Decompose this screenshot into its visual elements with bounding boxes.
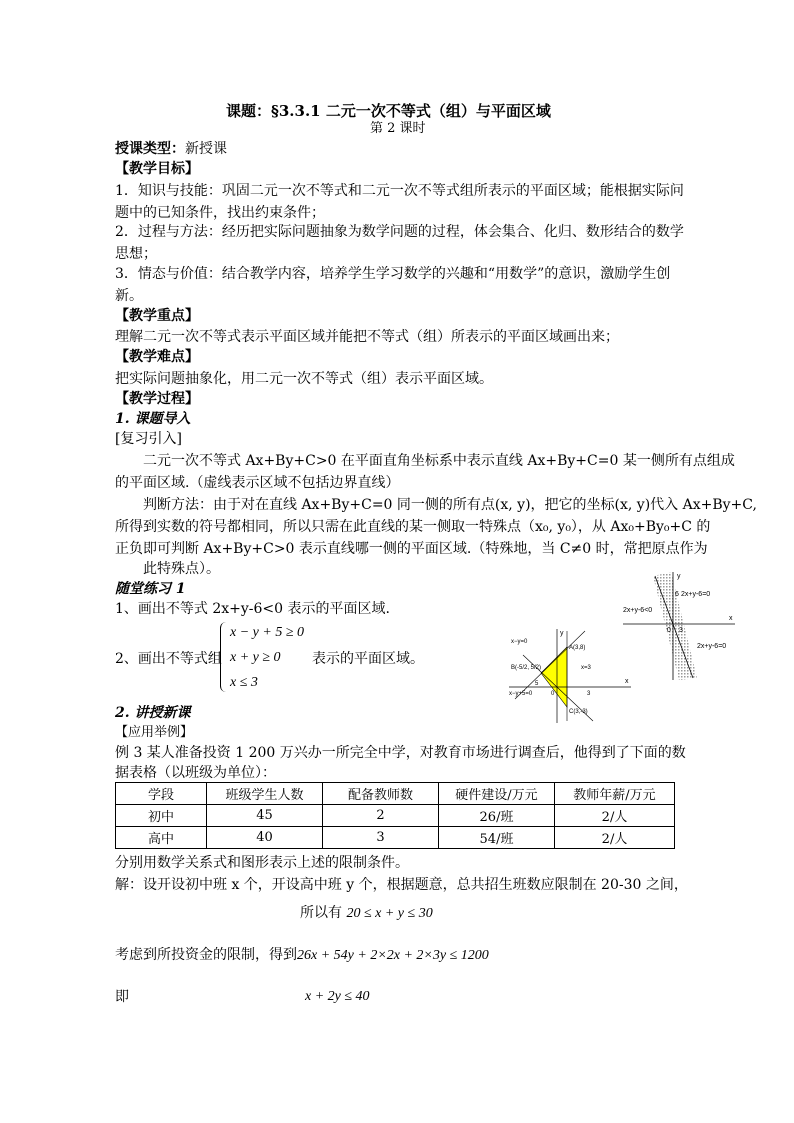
paragraph-1b: 的平面区域.（虚线表示区域不包括边界直线） bbox=[115, 475, 400, 491]
label-x-y-5: x−y+5=0 bbox=[509, 691, 533, 697]
exercise-1: 1、画出不等式 2x+y-6<0 表示的平面区域. bbox=[115, 601, 390, 617]
page-title: 课题：§3.3.1 二元一次不等式（组）与平面区域 bbox=[226, 102, 551, 120]
heading-key: 【教学重点】 bbox=[115, 308, 199, 324]
paragraph-2b: 所得到实数的符号都相同，所以只需在此直线的某一侧取一特殊点（x₀, y₀），从 Ax₀+By₀+C 的 bbox=[115, 519, 711, 535]
table-row bbox=[116, 805, 675, 827]
x-axis-label: x bbox=[625, 678, 629, 685]
page-subtitle: 第 2 课时 bbox=[370, 121, 426, 136]
heading-goals: 【教学目标】 bbox=[115, 161, 199, 177]
exercise-2-prefix: 2、画出不等式组 bbox=[115, 651, 222, 667]
table-cell: 54/班 bbox=[439, 827, 555, 849]
system-line-2: x + y ≥ 0 bbox=[230, 650, 281, 665]
goal-3a: 3．情态与价值：结合教学内容，培养学生学习数学的兴趣和“用数学”的意识，激励学生创 bbox=[115, 266, 671, 282]
lesson-type bbox=[115, 138, 227, 160]
table-header: 硬件建设/万元 bbox=[439, 783, 555, 805]
label-point-b: B(-5/2, 5/2) bbox=[511, 665, 542, 671]
solution-eq-3: x + 2y ≤ 40 bbox=[305, 989, 370, 1004]
table-cell: 高中 bbox=[116, 827, 207, 849]
label-point-c: C(3,-3) bbox=[569, 709, 588, 715]
exercise-2-suffix: 表示的平面区域。 bbox=[312, 651, 424, 667]
tick-0: 0 bbox=[667, 627, 671, 634]
table-cell: 40 bbox=[207, 827, 323, 849]
y-axis-label: y bbox=[560, 630, 564, 637]
solution-eq-2: 26x + 54y + 2×2x + 2×3y ≤ 1200 bbox=[297, 948, 489, 963]
tick-5: 5 bbox=[535, 681, 539, 687]
goal-3b: 新。 bbox=[115, 288, 143, 304]
goal-1b: 题中的已知条件，找出约束条件； bbox=[115, 205, 325, 221]
tick-0: 0 bbox=[551, 691, 555, 697]
solution-eq-2-prefix: 考虑到所投资金的限制，得到 bbox=[115, 947, 297, 963]
solution-eq-3-prefix: 即 bbox=[115, 989, 129, 1005]
section-2-heading: 2. 讲授新课 bbox=[115, 705, 191, 721]
solution-eq-1-row bbox=[300, 902, 433, 925]
example-3b: 据表格（以班级为单位）： bbox=[115, 765, 276, 781]
y-axis-label: y bbox=[677, 573, 681, 580]
table-row bbox=[116, 827, 675, 849]
system-brace bbox=[220, 622, 229, 692]
region-label: 2x+y-6<0 bbox=[623, 607, 653, 614]
x-axis-label: x bbox=[729, 615, 733, 622]
line-label-bottom: 2x+y-6=0 bbox=[697, 643, 727, 650]
table-header: 教师年薪/万元 bbox=[555, 783, 675, 805]
key-text: 理解二元一次不等式表示平面区域并能把不等式（组）所表示的平面区域画出来； bbox=[115, 329, 619, 345]
table-header: 配备教师数 bbox=[323, 783, 439, 805]
table-cell: 初中 bbox=[116, 805, 207, 827]
goal-1a: 1．知识与技能：巩固二元一次不等式和二元一次不等式组所表示的平面区域；能根据实际问 bbox=[115, 183, 684, 199]
tick-3: 3 bbox=[587, 691, 591, 697]
solution-eq-1: 20 ≤ x + y ≤ 30 bbox=[346, 906, 433, 921]
paragraph-1a: 二元一次不等式 Ax+By+C>0 在平面直角坐标系中表示直线 Ax+By+C=0 某一侧所有点组成 bbox=[143, 453, 735, 469]
solution-line-1: 解：设开设初中班 x 个，开设高中班 y 个，根据题意，总共招生班数应限制在 20-30 之间， bbox=[115, 877, 688, 893]
table-cell: 2 bbox=[323, 805, 439, 827]
heading-difficulty: 【教学难点】 bbox=[115, 349, 199, 365]
table-cell: 26/班 bbox=[439, 805, 555, 827]
lesson-type-value: 新授课 bbox=[185, 141, 227, 157]
paragraph-2a: 判断方法：由于对在直线 Ax+By+C=0 同一侧的所有点(x, y)，把它的坐标(x, y)代入 Ax+By+C, bbox=[143, 497, 757, 513]
label-x-eq-3: x=3 bbox=[581, 665, 591, 671]
review-heading: [复习引入] bbox=[115, 431, 182, 447]
table-cell: 2/人 bbox=[555, 805, 675, 827]
table-header: 学段 bbox=[116, 783, 207, 805]
system-line-1: x − y + 5 ≥ 0 bbox=[230, 625, 305, 640]
table-cell: 3 bbox=[323, 827, 439, 849]
line-label-right: 2x+y-6=0 bbox=[681, 591, 711, 598]
lesson-type-label: 授课类型： bbox=[115, 141, 185, 157]
figure-system-region bbox=[505, 625, 635, 725]
label-point-a: A(3,8) bbox=[569, 645, 586, 651]
practice-heading: 随堂练习 1 bbox=[115, 581, 186, 597]
after-table-text: 分别用数学关系式和图形表示上述的限制条件。 bbox=[115, 855, 409, 871]
paragraph-2c: 正负即可判断 Ax+By+C>0 表示直线哪一侧的平面区域.（特殊地，当 C≠0 时，常把原点作为 bbox=[115, 541, 708, 557]
goal-2b: 思想； bbox=[115, 246, 157, 262]
paragraph-2d: 此特殊点）。 bbox=[143, 561, 220, 577]
solution-eq-1-prefix: 所以有 bbox=[300, 905, 342, 921]
solution-eq-2-row bbox=[115, 944, 489, 967]
section-1-heading: 1. 课题导入 bbox=[115, 411, 191, 427]
data-table bbox=[115, 782, 675, 849]
goal-2a: 2．过程与方法：经历把实际问题抽象为数学问题的过程，体会集合、化归、数形结合的数学 bbox=[115, 224, 684, 240]
example-3a: 例 3 某人准备投资 1 200 万兴办一所完全中学，对教育市场进行调查后，他得到了下面的数 bbox=[115, 745, 686, 761]
tick-6: 6 bbox=[675, 591, 679, 598]
feasible-triangle bbox=[541, 647, 567, 707]
table-cell: 2/人 bbox=[555, 827, 675, 849]
label-x-minus-y: x−y=0 bbox=[511, 639, 528, 645]
tick-3: 3 bbox=[679, 627, 683, 634]
difficulty-text: 把实际问题抽象化，用二元一次不等式（组）表示平面区域。 bbox=[115, 371, 493, 387]
apply-heading: 【应用举例】 bbox=[115, 725, 194, 740]
system-line-3: x ≤ 3 bbox=[230, 675, 258, 690]
table-cell: 45 bbox=[207, 805, 323, 827]
table-header-row bbox=[116, 783, 675, 805]
table-header: 班级学生人数 bbox=[207, 783, 323, 805]
heading-process: 【教学过程】 bbox=[115, 391, 199, 407]
